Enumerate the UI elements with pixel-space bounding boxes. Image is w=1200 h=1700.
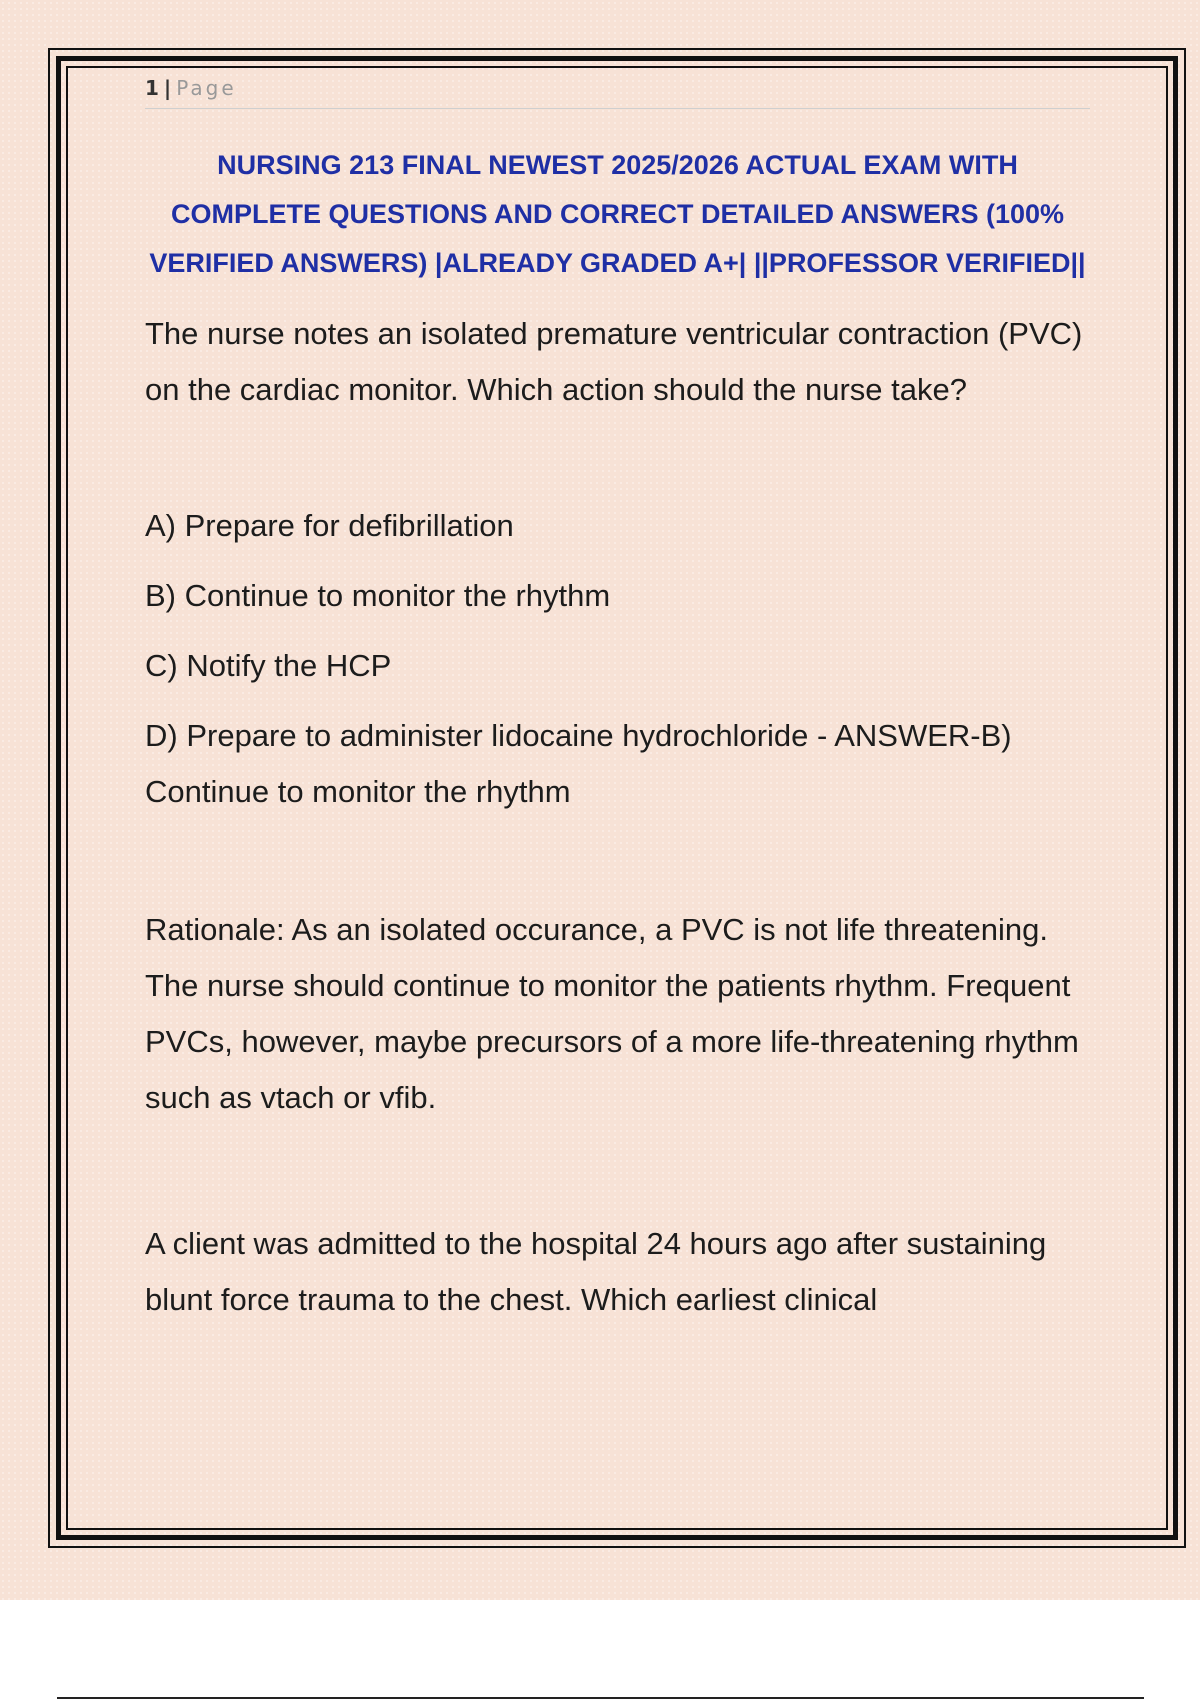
option-a: A) Prepare for defibrillation — [145, 508, 514, 543]
question-1-options — [145, 498, 1090, 820]
document-content — [145, 70, 1090, 1328]
page-label: Page — [176, 76, 237, 100]
footer-divider — [57, 1697, 1144, 1699]
option-b: B) Continue to monitor the rhythm — [145, 578, 611, 613]
page-separator: | — [163, 76, 172, 100]
document-title: NURSING 213 FINAL NEWEST 2025/2026 ACTUAL EXAM WITH COMPLETE QUESTIONS AND CORRECT DETAILED ANSWERS (100% VERIFIED ANSWERS) |ALREADY GRADED A+| ||PROFESSOR VERIFIED|| — [149, 150, 1086, 278]
option-c: C) Notify the HCP — [145, 648, 392, 683]
question-1-rationale: Rationale: As an isolated occurance, a PVC is not life threatening. The nurse should continue to monitor the patients rhythm. Frequent PVCs, however, maybe precursors of a more life-threatening rhythm such as vtach or vfib. — [145, 912, 1079, 1115]
question-1-text: The nurse notes an isolated premature ventricular contraction (PVC) on the cardiac monitor. Which action should the nurse take? — [145, 316, 1083, 407]
page-number: 1 — [145, 76, 159, 100]
option-d-with-answer: D) Prepare to administer lidocaine hydrochloride - ANSWER-B) Continue to monitor the rhythm — [145, 718, 1012, 809]
page-header — [145, 70, 1090, 109]
question-2-text: A client was admitted to the hospital 24 hours ago after sustaining blunt force trauma to the chest. Which earliest clinical — [145, 1226, 1047, 1317]
